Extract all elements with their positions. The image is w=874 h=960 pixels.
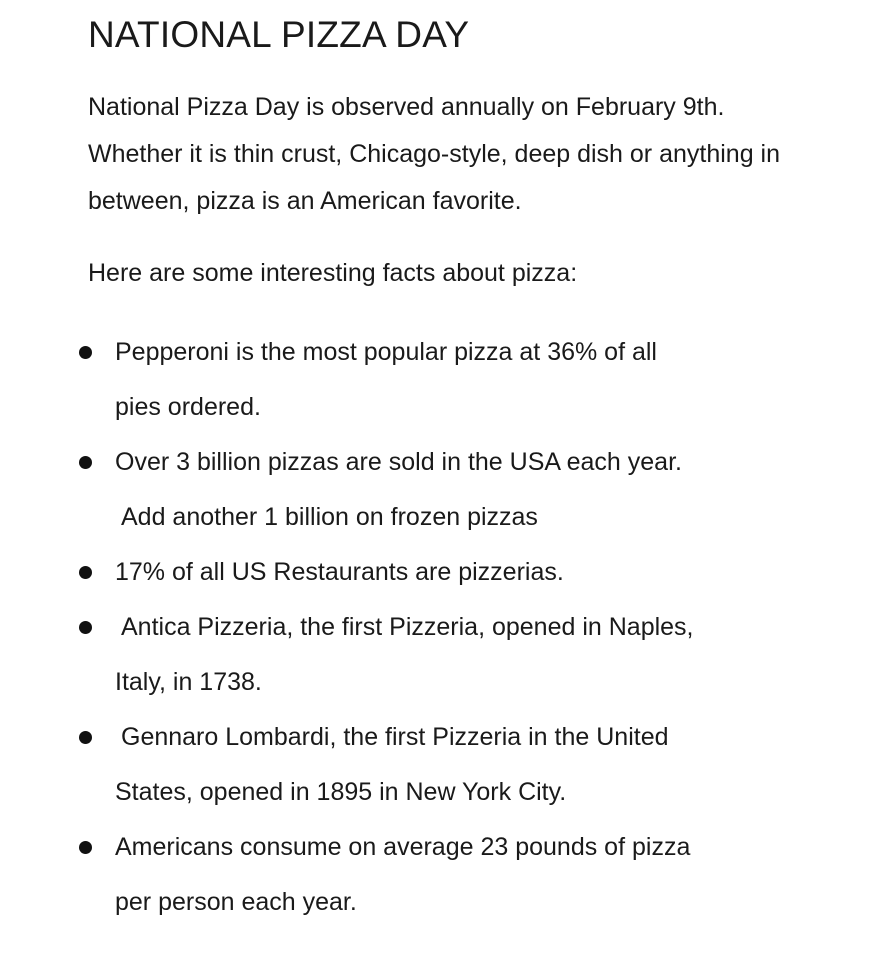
fact-item-consumption [88,820,788,930]
bullet-icon [79,456,92,469]
fact-line: Antica Pizzeria, the first Pizzeria, opened in Naples, [121,613,694,641]
fact-line: Over 3 billion pizzas are sold in the USA each year. [115,448,682,476]
fact-line: Gennaro Lombardi, the first Pizzeria in the United [121,723,669,751]
fact-line: Americans consume on average 23 pounds of pizza [115,833,691,861]
fact-line: Add another 1 billion on frozen pizzas [121,503,538,531]
bullet-icon [79,566,92,579]
fact-line: Italy, in 1738. [115,668,262,696]
fact-item-pizzas-sold [88,435,788,545]
bullet-icon [79,346,92,359]
fact-item-antica-pizzeria [88,600,788,710]
page-title: NATIONAL PIZZA DAY [88,14,470,55]
fact-item-lombardi [88,710,788,820]
fact-item-restaurants [88,545,788,600]
fact-line: pies ordered. [115,393,261,421]
fact-line: per person each year. [115,888,357,916]
fact-line: Pepperoni is the most popular pizza at 36% of all [115,338,657,366]
intro-paragraph: National Pizza Day is observed annually on February 9th. Whether it is thin crust, Chicago-style, deep dish or anything in between, pizza is an American favorite. [88,93,781,215]
facts-lead-in: Here are some interesting facts about pizza: [88,259,578,287]
bullet-icon [79,621,92,634]
facts-list [88,325,788,930]
fact-item-pepperoni [88,325,788,435]
bullet-icon [79,731,92,744]
fact-line: 17% of all US Restaurants are pizzerias. [115,558,564,586]
bullet-icon [79,841,92,854]
fact-line: States, opened in 1895 in New York City. [115,778,567,806]
